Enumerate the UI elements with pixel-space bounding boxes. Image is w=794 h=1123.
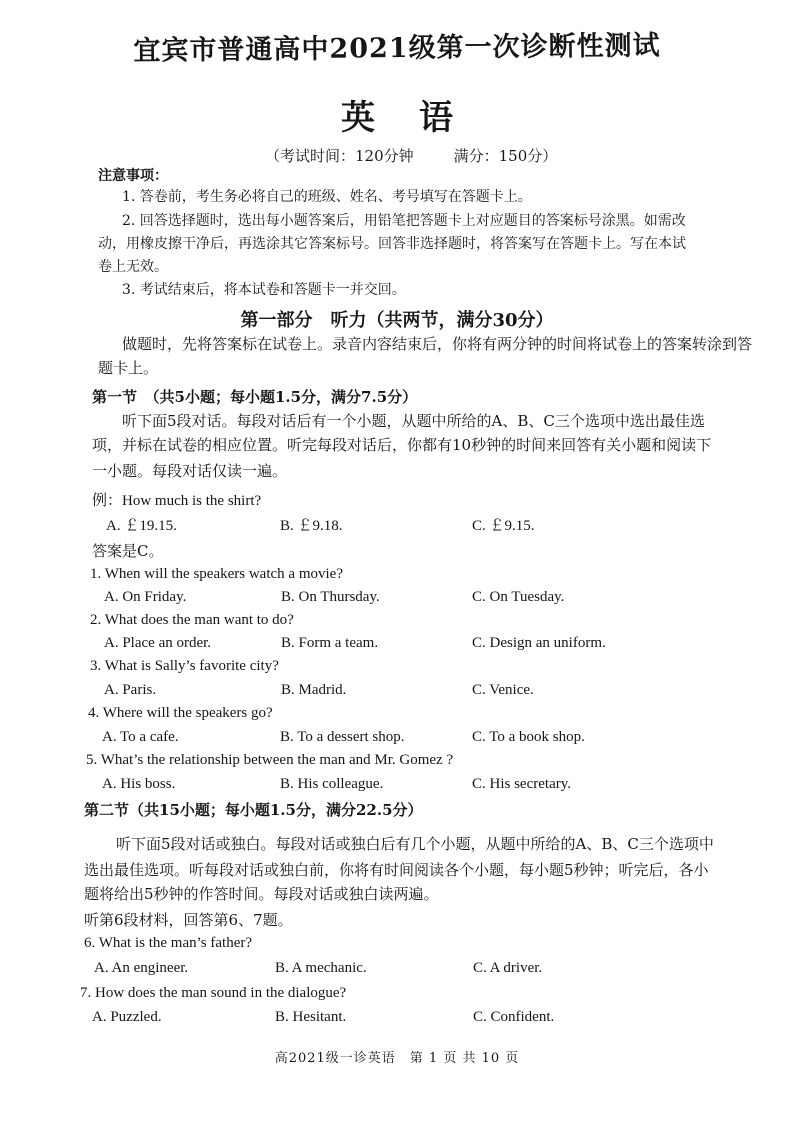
- question-7: 7. How does the man sound in the dialogue?: [80, 985, 347, 1001]
- material-instruction: 听第6段材料，回答第6、7题。: [84, 911, 293, 929]
- exam-time: （考试时间：120分钟: [265, 147, 414, 165]
- q2-option-a: A. Place an order.: [104, 635, 212, 651]
- q4-option-a: A. To a cafe.: [102, 729, 179, 745]
- q1-option-b: B. On Thursday.: [281, 589, 380, 605]
- q3-option-a: A. Paris.: [104, 682, 157, 698]
- full-score: 满分：150分）: [453, 147, 558, 165]
- section-intro-line: 听下面5段对话。每段对话后有一个小题，从题中所给的A、B、C三个选项中选出最佳选: [122, 412, 705, 430]
- page-footer: 高2021级一诊英语 第 1 页 共 10 页: [274, 1051, 520, 1066]
- question-6: 6. What is the man’s father?: [84, 935, 253, 951]
- example-question: 例：How much is the shirt?: [92, 493, 262, 509]
- part-intro-line: 题卡上。: [98, 359, 159, 377]
- notice-line: 2. 回答选择题时，选出每小题答案后，用铅笔把答题卡上对应题目的答案标号涂黑。如需改: [122, 213, 686, 229]
- example-option-b: B. ￡9.18.: [280, 518, 343, 534]
- question-3: 3. What is Sally’s favorite city?: [90, 658, 279, 674]
- notice-line: 卷上无效。: [98, 259, 168, 275]
- q6-option-c: C. A driver.: [473, 960, 543, 976]
- example-answer: 答案是C。: [92, 542, 164, 560]
- q7-option-c: C. Confident.: [473, 1009, 555, 1025]
- q2-option-b: B. Form a team.: [281, 635, 379, 651]
- q7-option-a: A. Puzzled.: [92, 1009, 162, 1025]
- section-intro-line: 选出最佳选项。听每段对话或独白前，你将有时间阅读各个小题，每小题5秒钟；听完后，各小: [84, 861, 709, 879]
- part-intro-line: 做题时，先将答案标在试卷上。录音内容结束后，你将有两分钟的时间将试卷上的答案转涂到答: [122, 335, 753, 353]
- q1-option-c: C. On Tuesday.: [472, 589, 565, 605]
- section-intro-line: 听下面5段对话或独白。每段对话或独白后有几个小题，从题中所给的A、B、C三个选项中: [116, 835, 714, 853]
- q6-option-b: B. A mechanic.: [275, 960, 367, 976]
- question-5: 5. What’s the relationship between the man and Mr. Gomez ?: [86, 752, 454, 768]
- section-intro-line: 题将给出5秒钟的作答时间。每段对话或独白读两遍。: [84, 885, 439, 903]
- example-option-a: A. ￡19.15.: [106, 518, 177, 534]
- question-1: 1. When will the speakers watch a movie?: [90, 566, 343, 582]
- notice-line: 1. 答卷前，考生务必将自己的班级、姓名、考号填写在答题卡上。: [122, 189, 532, 205]
- notice-line: 动，用橡皮擦干净后，再选涂其它答案标号。回答非选择题时，将答案写在答题卡上。写在本试: [98, 236, 686, 252]
- q4-option-b: B. To a dessert shop.: [280, 729, 405, 745]
- section-title: 第一节 （共5小题；每小题1.5分，满分7.5分）: [92, 388, 418, 406]
- q3-option-c: C. Venice.: [472, 682, 534, 698]
- q2-option-c: C. Design an uniform.: [472, 635, 606, 651]
- section-intro-line: 项，并标在试卷的相应位置。听完每段对话后，你都有10秒钟的时间来回答有关小题和阅读下: [92, 436, 712, 454]
- q5-option-b: B. His colleague.: [280, 776, 384, 792]
- q4-option-c: C. To a book shop.: [472, 729, 585, 745]
- notice-line: 3. 考试结束后，将本试卷和答题卡一并交回。: [122, 282, 406, 298]
- section-title: 第二节（共15小题；每小题1.5分，满分22.5分）: [84, 801, 423, 819]
- q1-option-a: A. On Friday.: [104, 589, 187, 605]
- question-2: 2. What does the man want to do?: [90, 612, 294, 628]
- section-intro-line: 一小题。每段对话仅读一遍。: [92, 462, 288, 480]
- q7-option-b: B. Hesitant.: [275, 1009, 347, 1025]
- subject-title: 英语: [341, 98, 497, 138]
- q6-option-a: A. An engineer.: [94, 960, 189, 976]
- part-title: 第一部分 听力（共两节，满分30分）: [240, 310, 554, 331]
- exam-title: 宜宾市普通高中2021级第一次诊断性测试: [133, 30, 661, 67]
- q5-option-a: A. His boss.: [102, 776, 176, 792]
- q5-option-c: C. His secretary.: [472, 776, 571, 792]
- question-4: 4. Where will the speakers go?: [88, 705, 273, 721]
- example-option-c: C. ￡9.15.: [472, 518, 535, 534]
- q3-option-b: B. Madrid.: [281, 682, 347, 698]
- exam-info: [265, 145, 597, 166]
- notice-title: 注意事项：: [98, 168, 168, 184]
